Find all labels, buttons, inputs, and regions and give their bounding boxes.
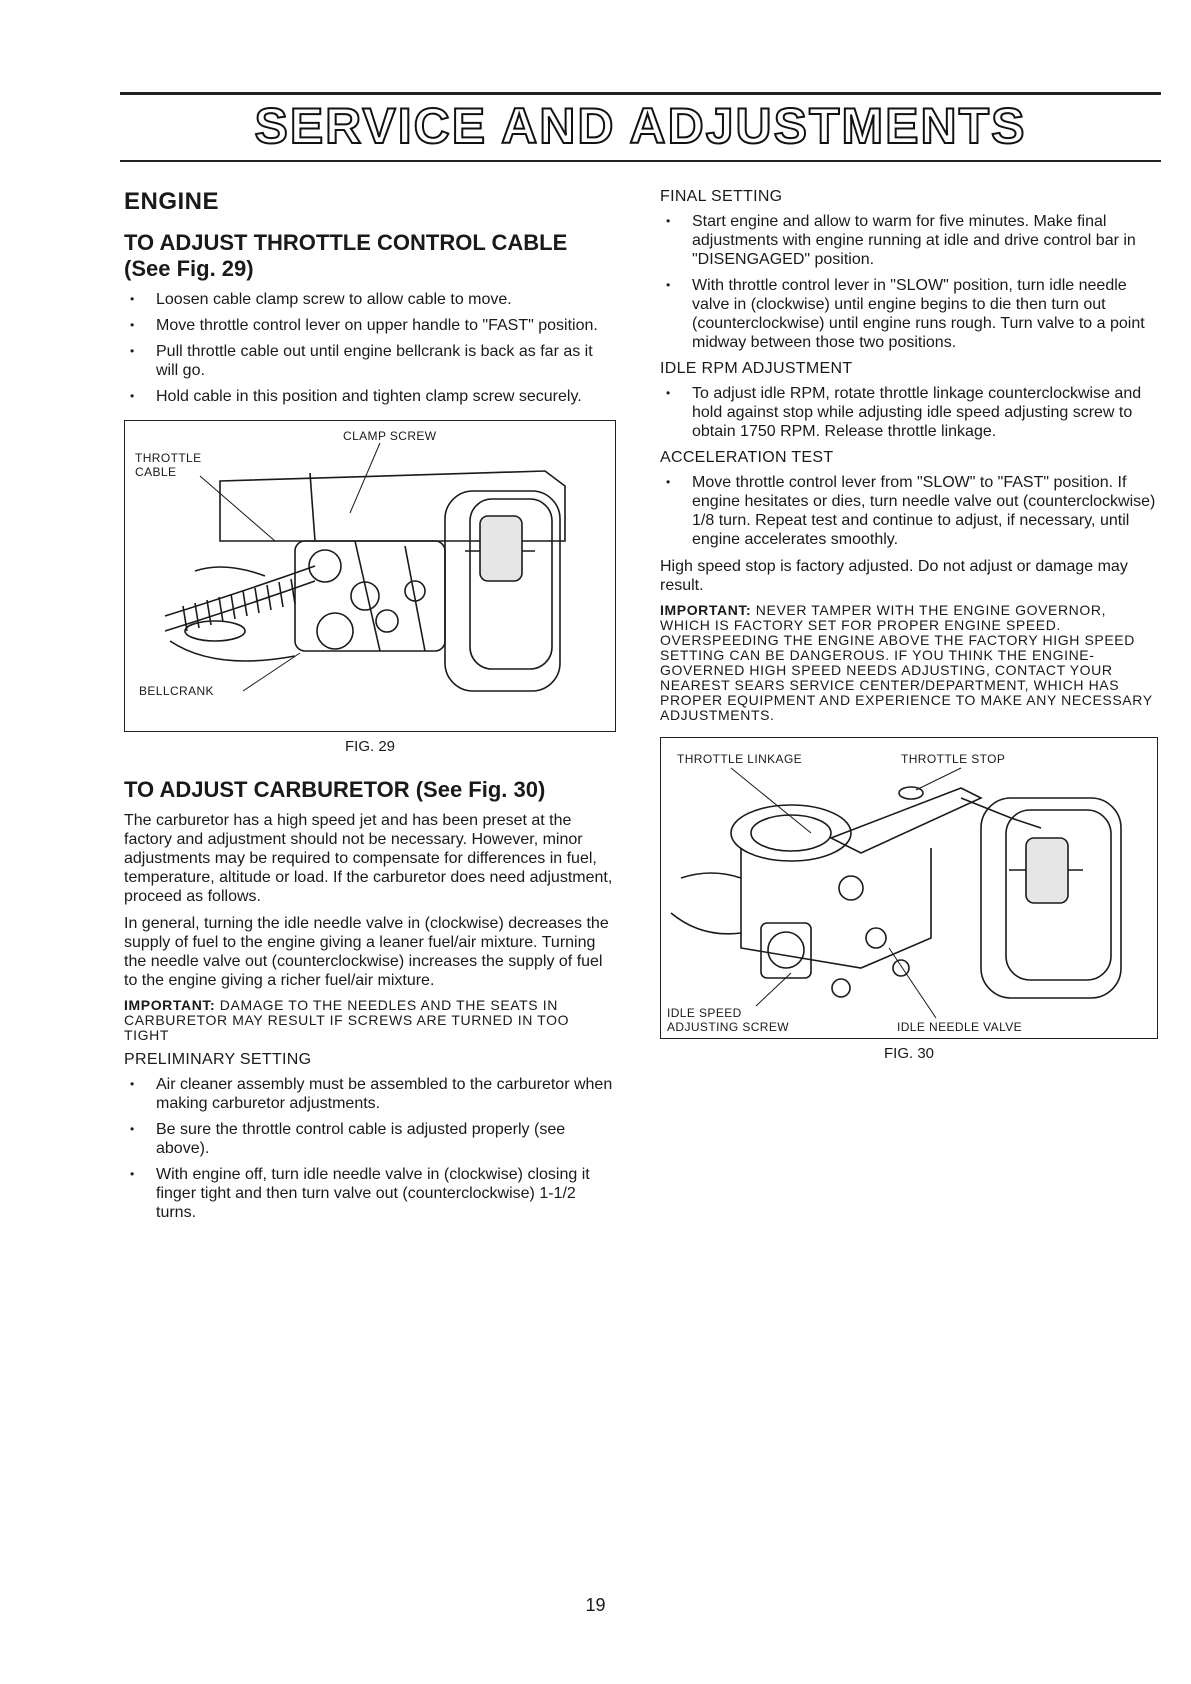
carburetor-heading: TO ADJUST CARBURETOR (See Fig. 30)	[124, 777, 546, 802]
fig29-label-bellcrank: BELLCRANK	[139, 684, 214, 698]
page-title: SERVICE AND ADJUSTMENTS	[254, 98, 1027, 154]
final-setting-steps	[660, 212, 1158, 352]
governor-important	[660, 603, 1158, 723]
fig30-label-throttle-stop: THROTTLE STOP	[901, 752, 1006, 766]
right-column	[660, 188, 1158, 1084]
left-column	[124, 188, 616, 1230]
carburetor-para2: In general, turning the idle needle valve in (clockwise) decreases the supply of fuel to the engine giving a leaner fuel/air mixture. Turning the needle valve out (counterclockwise) increases the supply of fuel to the engine giving a richer fuel/air mixture.	[124, 915, 609, 989]
final-setting-step: • Start engine and allow to warm for five minutes. Make final adjustments with engine running at idle and drive control bar in "DISENGAGED" position.	[660, 212, 1158, 269]
fig30-label-throttle-linkage: THROTTLE LINKAGE	[677, 752, 803, 766]
important-label: IMPORTANT:	[124, 997, 216, 1013]
idle-rpm-heading: IDLE RPM ADJUSTMENT	[660, 360, 853, 377]
throttle-step: • Loosen cable clamp screw to allow cable to move.	[124, 290, 616, 309]
throttle-steps	[124, 290, 616, 406]
important-text: DAMAGE TO THE NEEDLES AND THE SEATS IN CARBURETOR MAY RESULT IF SCREWS ARE TURNED IN TOO TIGHT	[124, 997, 570, 1043]
carburetor-important	[124, 998, 616, 1043]
fig29-engine-drawing	[125, 421, 613, 727]
throttle-step: • Pull throttle cable out until engine bellcrank is back as far as it will go.	[124, 342, 616, 380]
acceleration-steps	[660, 473, 1158, 549]
final-setting-heading: FINAL SETTING	[660, 188, 783, 205]
fig30-box	[660, 737, 1158, 1039]
top-rule	[120, 92, 1161, 95]
idle-rpm-steps	[660, 384, 1158, 441]
fig29-label-throttle-line2: CABLE	[135, 465, 177, 479]
fig30-label-idle-speed-line1: IDLE SPEED	[667, 1006, 742, 1020]
preliminary-step: • Be sure the throttle control cable is adjusted properly (see above).	[124, 1120, 616, 1158]
high-speed-note: High speed stop is factory adjusted. Do not adjust or damage may result.	[660, 558, 1128, 594]
throttle-heading	[124, 230, 616, 282]
preliminary-step: • With engine off, turn idle needle valve in (clockwise) closing it finger tight and then turn valve out (counterclockwise) 1-1/2 turns.	[124, 1165, 616, 1222]
idle-rpm-step: • To adjust idle RPM, rotate throttle linkage counterclockwise and hold against stop while adjusting idle speed adjusting screw to obtain 1750 RPM. Release throttle linkage.	[660, 384, 1158, 441]
preliminary-heading: PRELIMINARY SETTING	[124, 1051, 312, 1068]
fig29-caption: FIG. 29	[344, 738, 396, 755]
fig30-label-idle-speed-line2: ADJUSTING SCREW	[667, 1020, 790, 1034]
page-number: 19	[585, 1595, 606, 1615]
engine-heading: ENGINE	[124, 188, 220, 215]
fig30-carburetor-drawing	[661, 738, 1155, 1034]
throttle-step: • Hold cable in this position and tighten clamp screw securely.	[124, 387, 616, 406]
preliminary-steps	[124, 1075, 616, 1222]
fig30-label-idle-needle: IDLE NEEDLE VALVE	[897, 1020, 1023, 1034]
carburetor-para1: The carburetor has a high speed jet and has been preset at the factory and adjustment should not be necessary. However, minor adjustments may be required to compensate for differences in fuel, temperature, altitude or load. If the carburetor does need adjustment, proceed as follows.	[124, 812, 613, 905]
acceleration-step: • Move throttle control lever from "SLOW" to "FAST" position. If engine hesitates or dies, turn needle valve out (counterclockwise) 1/8 turn. Repeat test and continue to adjust, if necessary, until engine accelerates smoothly.	[660, 473, 1158, 549]
important-text: NEVER TAMPER WITH THE ENGINE GOVERNOR, WHICH IS FACTORY SET FOR PROPER ENGINE SPEED. OVERSPEEDING THE ENGINE ABOVE THE FACTORY HIGH SPEED SETTING CAN BE DANGEROUS. IF YOU THINK THE ENGINE-GOVERNED HIGH SPEED NEEDS ADJUSTING, CONTACT YOUR NEAREST SEARS SERVICE CENTER/DEPARTMENT, WHICH HAS PROPER EQUIPMENT AND EXPERIENCE TO MAKE ANY NECESSARY ADJUSTMENTS.	[660, 602, 1153, 723]
throttle-step: • Move throttle control lever on upper handle to "FAST" position.	[124, 316, 616, 335]
important-label: IMPORTANT:	[660, 602, 752, 618]
fig29-label-throttle-line1: THROTTLE	[135, 451, 202, 465]
preliminary-step: • Air cleaner assembly must be assembled to the carburetor when making carburetor adjustments.	[124, 1075, 616, 1113]
fig29-label-clamp-screw: CLAMP SCREW	[343, 429, 437, 443]
throttle-heading-line2: (See Fig. 29)	[124, 256, 254, 281]
fig29-box	[124, 420, 616, 732]
throttle-heading-line1: TO ADJUST THROTTLE CONTROL CABLE	[124, 230, 568, 255]
title-underline	[120, 160, 1161, 162]
fig30-caption: FIG. 30	[883, 1045, 935, 1062]
acceleration-heading: ACCELERATION TEST	[660, 449, 834, 466]
final-setting-step: • With throttle control lever in "SLOW" position, turn idle needle valve in (clockwise) until engine begins to die then turn out (counterclockwise) until engine runs rough. Turn valve to a point midway between those two positions.	[660, 276, 1158, 352]
